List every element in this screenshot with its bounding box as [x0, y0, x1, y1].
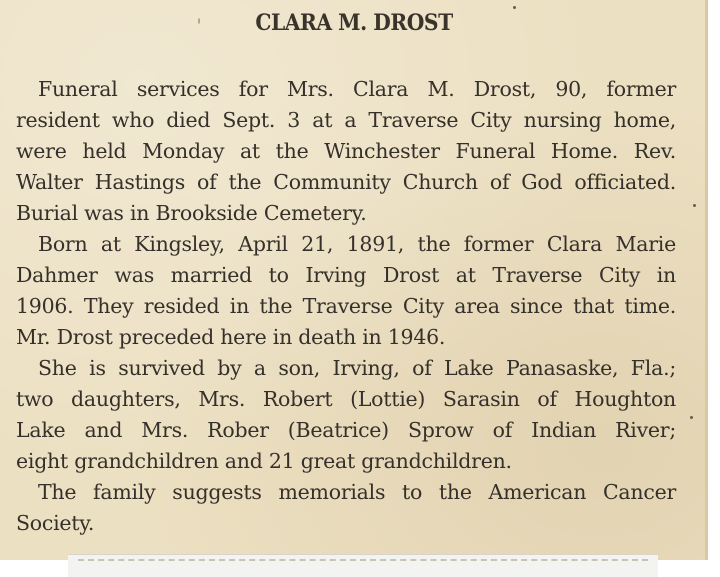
text-line: Funeral services for Mrs. Clara M. Drost, 90, former: [38, 77, 676, 101]
text-line: were held Monday at the Winchester Funeral Home. Rev.: [16, 139, 676, 163]
text-line: 1906. They resided in the Traverse City area since that time.: [16, 294, 676, 318]
obituary-headline: CLARA M. DROST: [255, 10, 453, 36]
text-line: Burial was in Brookside Cemetery.: [16, 201, 367, 225]
text-line: Born at Kingsley, April 21, 1891, the former Clara Marie: [38, 232, 676, 256]
text-line: Dahmer was married to Irving Drost at Traverse City in: [16, 263, 676, 287]
text-line: The family suggests memorials to the American Cancer: [38, 480, 676, 504]
text-line: resident who died Sept. 3 at a Traverse City nursing home,: [16, 108, 676, 132]
obituary-body: [16, 74, 676, 539]
paper-speck: [690, 416, 693, 419]
text-line: Society.: [16, 511, 95, 535]
next-clipping-edge: [68, 554, 658, 577]
paper-speck: [693, 204, 696, 207]
text-line: two daughters, Mrs. Robert (Lottie) Sarasin of Houghton: [16, 387, 676, 411]
text-line: Walter Hastings of the Community Church of God officiated.: [16, 170, 676, 194]
text-line: Lake and Mrs. Rober (Beatrice) Sprow of Indian River;: [16, 418, 676, 442]
paper-speck: [513, 6, 516, 9]
text-line: Mr. Drost preceded here in death in 1946.: [16, 325, 446, 349]
perforation: [78, 559, 648, 561]
text-line: She is survived by a son, Irving, of Lake Panasaske, Fla.;: [38, 356, 676, 380]
clipping-edge: [705, 0, 708, 560]
text-line: eight grandchildren and 21 great grandchildren.: [16, 449, 512, 473]
